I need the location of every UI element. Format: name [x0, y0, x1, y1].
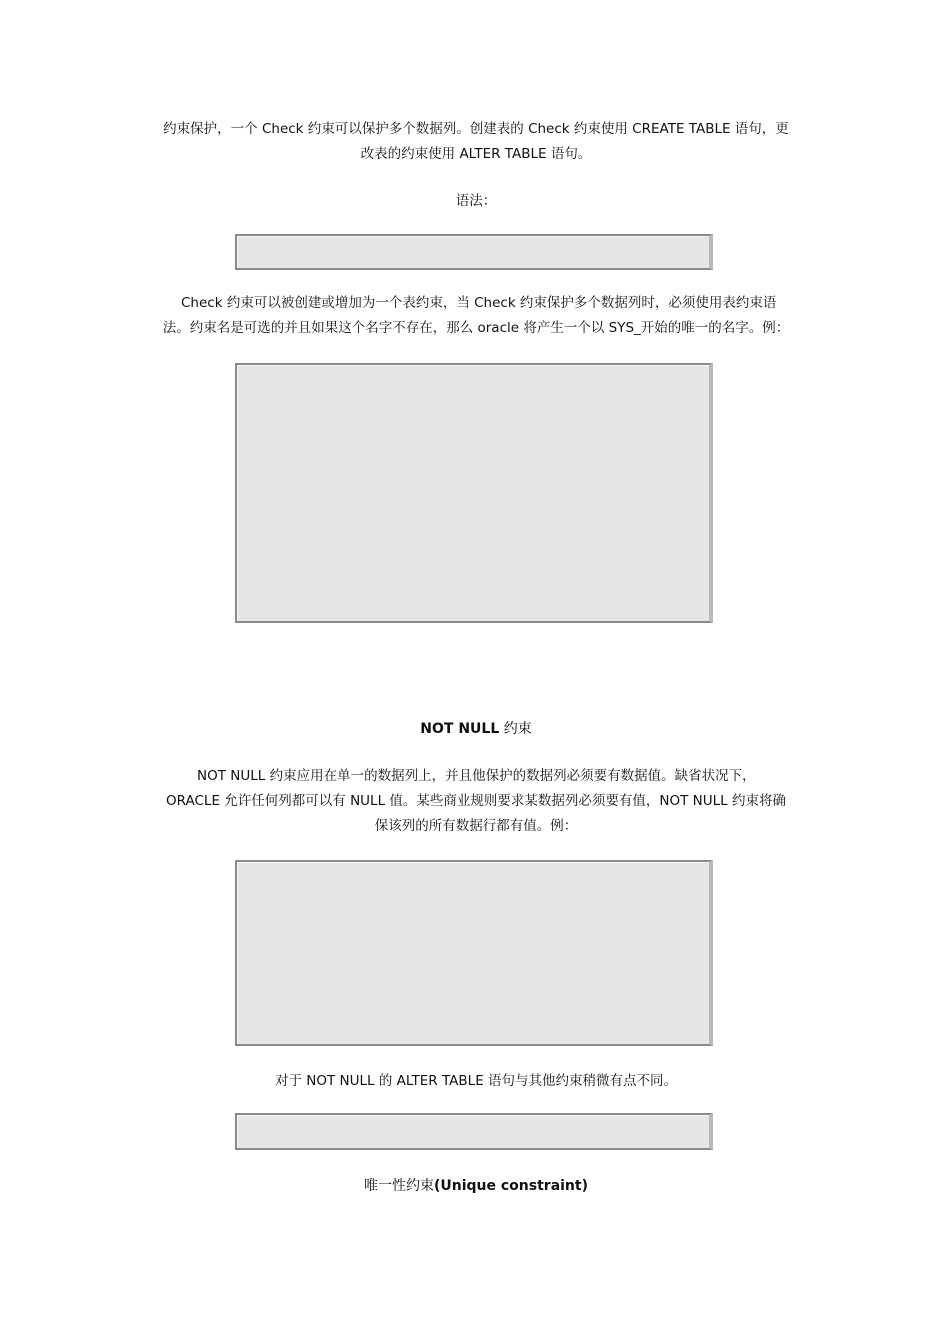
syntax-label	[145, 189, 807, 214]
unique-heading-bold: (Unique constraint)	[433, 1178, 588, 1194]
check-description-paragraph	[145, 291, 807, 341]
check-desc-line-2: 法。约束名是可选的并且如果这个名字不存在，那么 oracle 将产生一个以 SYS_开始的唯一的名字。例：	[162, 320, 790, 336]
not-null-heading-rest: 约束	[499, 721, 532, 737]
syntax-code-box	[235, 234, 713, 270]
not-null-heading-bold: NOT NULL	[420, 721, 500, 737]
alter-note-text: 对于 NOT NULL 的 ALTER TABLE 语句与其他约束稍微有点不同。	[274, 1073, 678, 1089]
not-null-heading	[145, 717, 807, 741]
intro-paragraph	[145, 117, 807, 167]
check-desc-line-1: Check 约束可以被创建或增加为一个表约束，当 Check 约束保护多个数据列时，必须使用表约束语	[181, 295, 777, 311]
intro-line-2: 改表的约束使用 ALTER TABLE 语句。	[360, 146, 592, 162]
not-null-desc-line-2: ORACLE 允许任何列都可以有 NULL 值。某些商业规则要求某数据列必须要有值，NOT NULL 约束将确	[166, 793, 786, 809]
unique-heading-rest: 唯一性约束	[363, 1178, 434, 1194]
unique-constraint-heading	[145, 1174, 807, 1198]
check-example-code-box	[235, 363, 713, 623]
not-null-example-code-box	[235, 860, 713, 1046]
not-null-description-paragraph	[145, 764, 807, 839]
syntax-label-text: 语法：	[455, 193, 497, 209]
not-null-desc-line-1: NOT NULL 约束应用在单一的数据列上，并且他保护的数据列必须要有数据值。缺省状况下，	[197, 768, 756, 784]
intro-line-1: 约束保护，一个 Check 约束可以保护多个数据列。创建表的 Check 约束使用 CREATE TABLE 语句，更	[163, 121, 789, 137]
alter-not-null-code-box	[235, 1113, 713, 1150]
not-null-desc-line-3: 保该列的所有数据行都有值。例：	[374, 818, 578, 834]
alter-note-paragraph	[145, 1069, 807, 1094]
